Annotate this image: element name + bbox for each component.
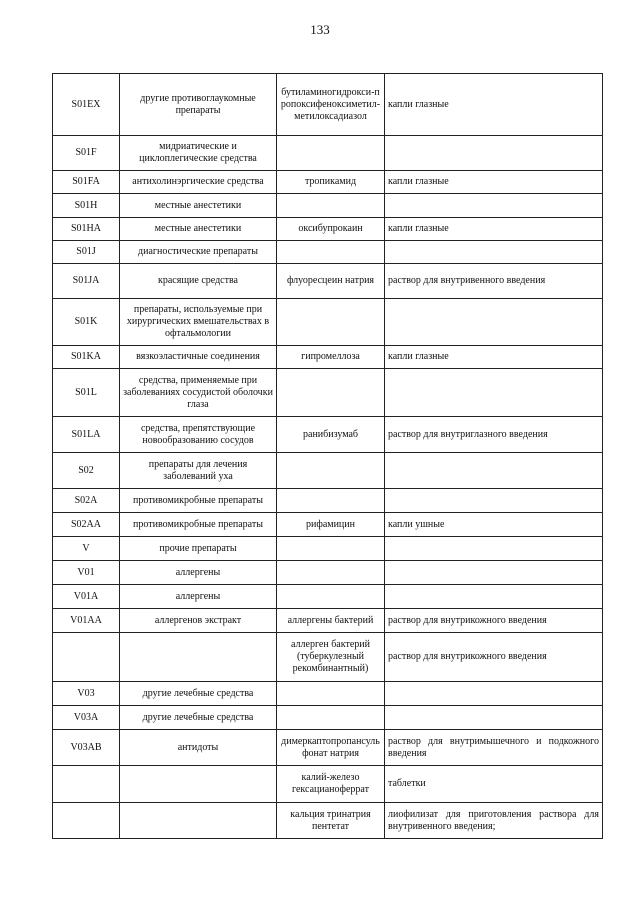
pharmacological-group: прочие препараты [120,537,277,561]
dosage-form [385,369,603,417]
table-row [53,218,603,241]
dosage-form [385,706,603,730]
dosage-form [385,585,603,609]
pharmacological-group: антихолинэргические средства [120,171,277,194]
pharmacological-group: аллергенов экстракт [120,609,277,633]
pharmacological-group: другие лечебные средства [120,706,277,730]
drug-name: кальция тринатрия пентетат [277,803,385,839]
atc-code: S02AA [53,513,120,537]
dosage-form: капли глазные [385,171,603,194]
pharmacological-group: местные анестетики [120,194,277,218]
drug-name: гипромеллоза [277,346,385,369]
pharmacological-group: средства, препятствующие новообразованию сосудов [120,417,277,453]
drug-name [277,585,385,609]
atc-code: S01JA [53,264,120,299]
table-row [53,682,603,706]
pharmacological-group: противомикробные препараты [120,489,277,513]
dosage-form: лиофилизат для приготовления раствора для внутривенного введения; [385,803,603,839]
atc-code: S01J [53,241,120,264]
atc-code: V [53,537,120,561]
table-row [53,609,603,633]
table-row [53,766,603,803]
dosage-form [385,136,603,171]
pharmacological-group [120,766,277,803]
pharmacological-group: аллергены [120,561,277,585]
atc-code: V03A [53,706,120,730]
drug-name: флуоресцеин натрия [277,264,385,299]
dosage-form: капли глазные [385,74,603,136]
drug-name: ранибизумаб [277,417,385,453]
drug-name: рифамицин [277,513,385,537]
atc-code: V01 [53,561,120,585]
pharmacological-group: противомикробные препараты [120,513,277,537]
drug-name [277,561,385,585]
dosage-form: раствор для внутриглазного введения [385,417,603,453]
dosage-form [385,682,603,706]
table-row [53,489,603,513]
atc-code: S01HA [53,218,120,241]
atc-code [53,803,120,839]
pharmacological-group: другие противоглаукомные препараты [120,74,277,136]
table-row [53,264,603,299]
dosage-form [385,453,603,489]
dosage-form [385,299,603,346]
drug-name [277,453,385,489]
table-row [53,453,603,489]
pharmacological-group: аллергены [120,585,277,609]
drug-name [277,489,385,513]
dosage-form: таблетки [385,766,603,803]
drug-name [277,194,385,218]
atc-code: S02 [53,453,120,489]
table-row [53,369,603,417]
pharmacological-group: местные анестетики [120,218,277,241]
drug-name: димеркаптопропансульфонат натрия [277,730,385,766]
pharmacological-group: препараты для лечения заболеваний уха [120,453,277,489]
pharmacological-group: диагностические препараты [120,241,277,264]
dosage-form: капли глазные [385,218,603,241]
table-row [53,171,603,194]
atc-code: S01H [53,194,120,218]
table-row [53,299,603,346]
pharmacological-group: другие лечебные средства [120,682,277,706]
dosage-form: раствор для внутрикожного введения [385,633,603,682]
atc-code [53,766,120,803]
atc-code: S01K [53,299,120,346]
pharmacological-group: средства, применяемые при заболеваниях сосудистой оболочки глаза [120,369,277,417]
table-row [53,136,603,171]
atc-code: S02A [53,489,120,513]
drug-name [277,136,385,171]
pharmacological-group: мидриатические и циклоплегические средства [120,136,277,171]
pharmacological-group: красящие средства [120,264,277,299]
drug-name: тропикамид [277,171,385,194]
atc-code: S01KA [53,346,120,369]
drug-name: аллерген бактерий (туберкулезный рекомбинантный) [277,633,385,682]
table-row [53,241,603,264]
atc-code: V01A [53,585,120,609]
table-row [53,537,603,561]
table-row [53,585,603,609]
table-row [53,633,603,682]
table-row [53,417,603,453]
drug-name [277,682,385,706]
drug-name: бутиламиногидрокси-пропоксифеноксиметил-метилоксадиазол [277,74,385,136]
drug-table [52,73,603,839]
pharmacological-group: препараты, используемые при хирургических вмешательствах в офтальмологии [120,299,277,346]
drug-name [277,706,385,730]
drug-name: оксибупрокаин [277,218,385,241]
drug-name [277,369,385,417]
table-row [53,513,603,537]
atc-code: S01L [53,369,120,417]
dosage-form [385,489,603,513]
dosage-form [385,561,603,585]
dosage-form [385,241,603,264]
atc-code: S01FA [53,171,120,194]
drug-name: аллергены бактерий [277,609,385,633]
dosage-form [385,194,603,218]
atc-code: V03AB [53,730,120,766]
pharmacological-group: вязкоэластичные соединения [120,346,277,369]
pharmacological-group [120,803,277,839]
dosage-form [385,537,603,561]
pharmacological-group: антидоты [120,730,277,766]
table-row [53,803,603,839]
atc-code: V01AA [53,609,120,633]
atc-code: S01EX [53,74,120,136]
dosage-form: капли ушные [385,513,603,537]
dosage-form: раствор для внутрикожного введения [385,609,603,633]
table-row [53,561,603,585]
drug-name [277,299,385,346]
table-row [53,706,603,730]
dosage-form: капли глазные [385,346,603,369]
drug-name [277,537,385,561]
atc-code: V03 [53,682,120,706]
atc-code: S01LA [53,417,120,453]
table-row [53,194,603,218]
pharmacological-group [120,633,277,682]
table-row [53,346,603,369]
atc-code: S01F [53,136,120,171]
drug-name: калий-железо гексацианоферрат [277,766,385,803]
page-number: 133 [310,22,330,37]
dosage-form: раствор для внутримышечного и подкожного введения [385,730,603,766]
drug-name [277,241,385,264]
table-row [53,730,603,766]
dosage-form: раствор для внутривенного введения [385,264,603,299]
table-row [53,74,603,136]
atc-code [53,633,120,682]
